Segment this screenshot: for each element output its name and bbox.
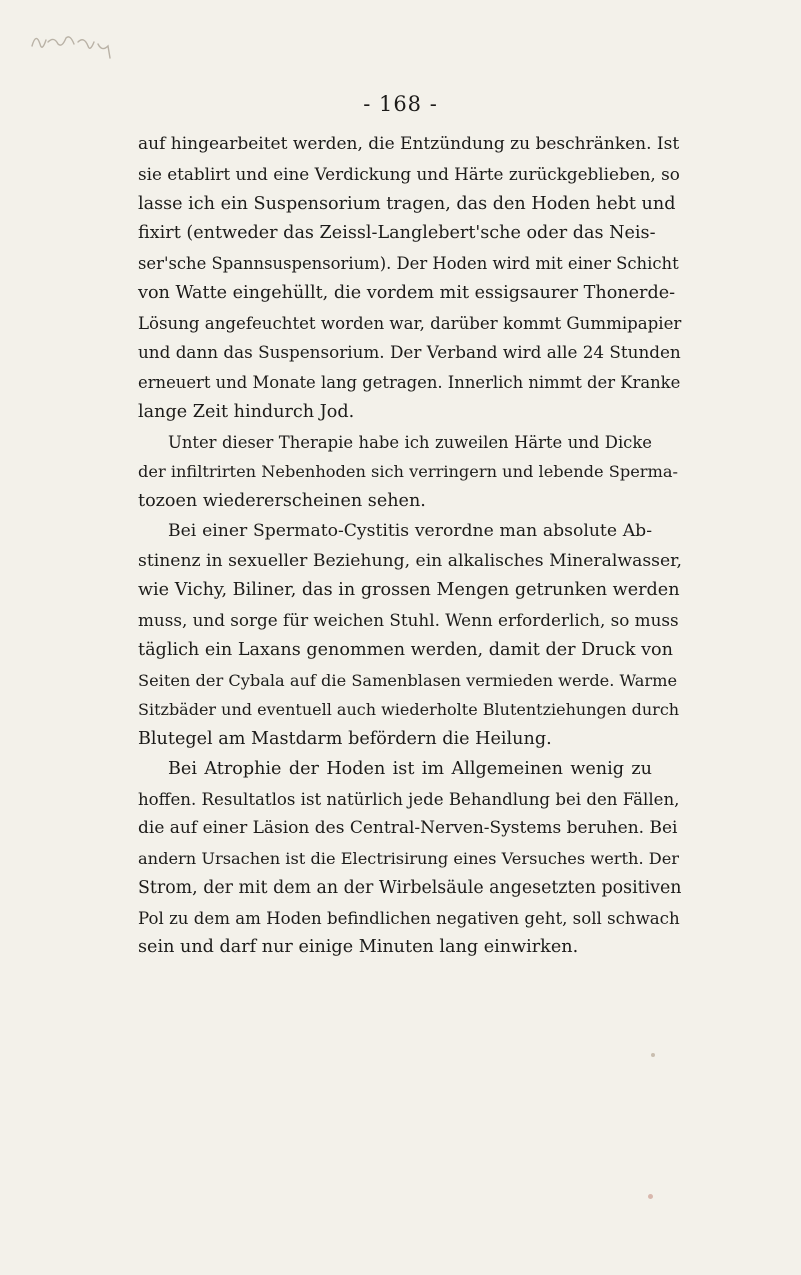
text-line: Bei einer Spermato-Cystitis verordne man absolute Ab- bbox=[168, 520, 652, 541]
text-line: auf hingearbeitet werden, die Entzündung zu beschränken. Ist bbox=[138, 134, 680, 154]
paper-speck bbox=[648, 1194, 653, 1199]
text-line: Bei Atrophie der Hoden ist im Allgemeinen wenig zu bbox=[168, 758, 652, 779]
text-line: Strom, der mit dem an der Wirbelsäule angesetzten positiven bbox=[138, 877, 682, 898]
text-line: sie etablirt und eine Verdickung und Härte zurückgeblieben, so bbox=[138, 163, 680, 184]
text-line: und dann das Suspensorium. Der Verband wird alle 24 Stunden bbox=[138, 342, 681, 363]
text-line: muss, und sorge für weichen Stuhl. Wenn erforderlich, so muss bbox=[138, 610, 679, 630]
page-number: - 168 - bbox=[363, 92, 438, 116]
text-line: täglich ein Laxans genommen werden, damit der Druck von bbox=[138, 639, 673, 660]
text-line: Blutegel am Mastdarm befördern die Heilung. bbox=[138, 729, 552, 749]
text-line: ser'sche Spannsuspensorium). Der Hoden wird mit einer Schicht bbox=[138, 254, 679, 273]
text-line: Sitzbäder und eventuell auch wiederholte Blutentziehungen durch bbox=[138, 700, 680, 720]
text-line: die auf einer Läsion des Central-Nerven-Systems beruhen. Bei bbox=[138, 818, 678, 839]
text-line: Seiten der Cybala auf die Samenblasen vermieden werde. Warme bbox=[138, 670, 678, 690]
pencil-scribble-mark bbox=[24, 22, 124, 62]
text-line: lasse ich ein Suspensorium tragen, das den Hoden hebt und bbox=[138, 193, 676, 214]
paper-speck bbox=[651, 1053, 655, 1057]
text-line: lange Zeit hindurch Jod. bbox=[138, 401, 355, 422]
text-line: stinenz in sexueller Beziehung, ein alkalisches Mineralwasser, bbox=[138, 550, 682, 571]
body-text bbox=[138, 130, 682, 963]
text-line: hoffen. Resultatlos ist natürlich jede Behandlung bei den Fällen, bbox=[138, 789, 680, 809]
text-line: fixirt (entweder das Zeissl-Langlebert'sche oder das Neis- bbox=[138, 223, 656, 244]
text-line: sein und darf nur einige Minuten lang einwirken. bbox=[138, 937, 579, 958]
text-line: erneuert und Monate lang getragen. Innerlich nimmt der Kranke bbox=[138, 373, 681, 392]
text-line: Lösung angefeuchtet worden war, darüber kommt Gummipapier bbox=[138, 313, 682, 333]
text-line: tozoen wiedererscheinen sehen. bbox=[138, 491, 426, 511]
text-line: wie Vichy, Biliner, das in grossen Mengen getrunken werden bbox=[138, 580, 680, 601]
text-line: Pol zu dem am Hoden befindlichen negativen geht, soll schwach bbox=[138, 908, 680, 928]
text-line: andern Ursachen ist die Electrisirung eines Versuches werth. Der bbox=[138, 849, 680, 868]
text-line: Unter dieser Therapie habe ich zuweilen Härte und Dicke bbox=[168, 432, 652, 452]
text-line: der infiltrirten Nebenhoden sich verringern und lebende Sperma- bbox=[138, 462, 678, 482]
text-line: von Watte eingehüllt, die vordem mit essigsaurer Thonerde- bbox=[138, 282, 676, 303]
